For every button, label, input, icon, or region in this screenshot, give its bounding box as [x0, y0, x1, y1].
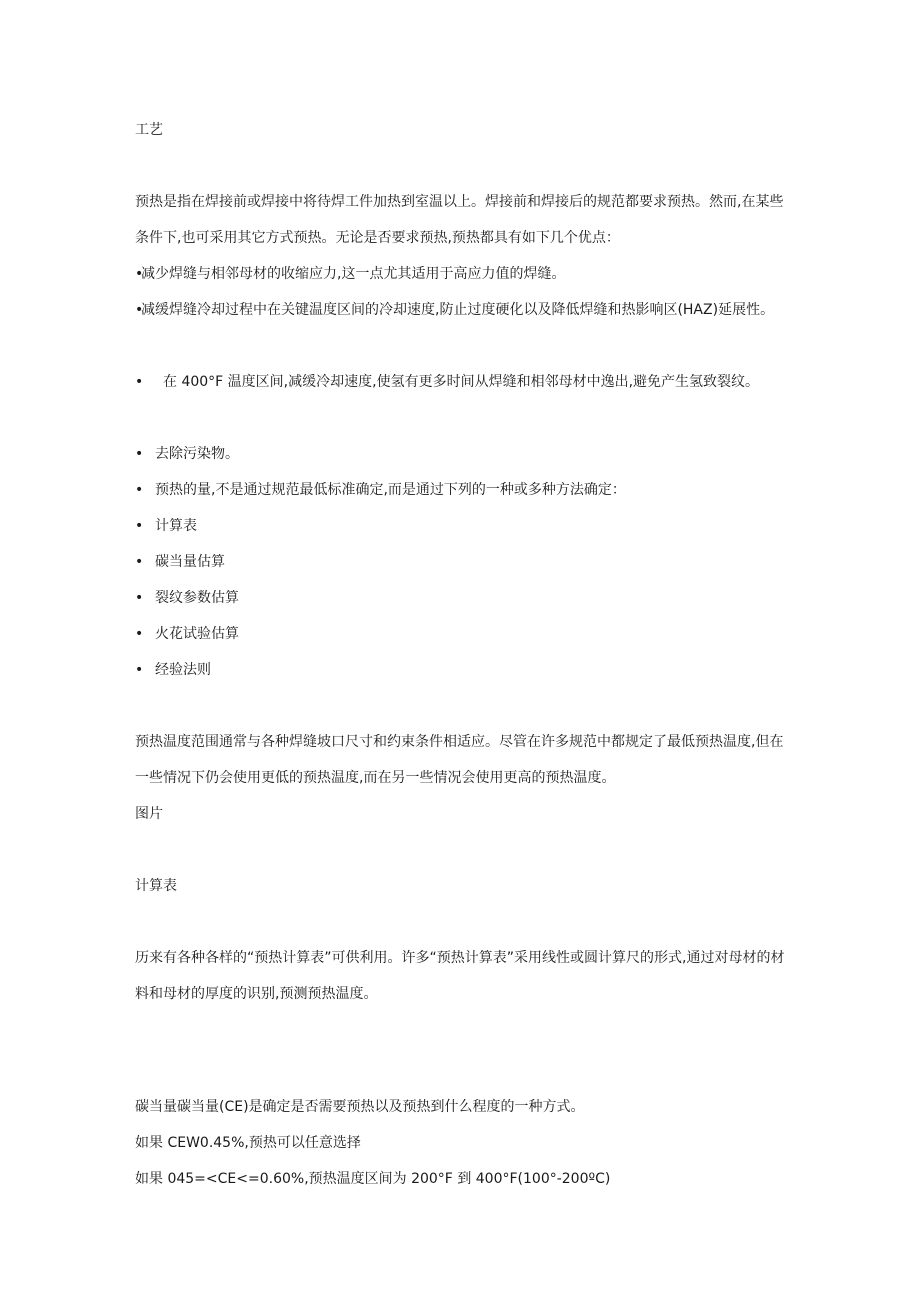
list-item: [135, 616, 795, 652]
calc-heading: 计算表: [135, 878, 177, 894]
bullet-marker: •: [135, 266, 144, 282]
section-heading: 工艺: [135, 122, 163, 138]
list-item-text: 预热的量,不是通过规范最低标准确定,而是通过下列的一种或多种方法确定：: [155, 482, 626, 498]
list-item: [135, 364, 795, 400]
list-item: [135, 256, 795, 292]
list-item-text: 在 400°F 温度区间,减缓冷却速度,使氢有更多时间从焊缝和相邻母材中逸出,避免产生氢致裂纹。: [163, 374, 760, 390]
list-item-text: 去除污染物。: [155, 446, 239, 462]
list-item-text: 裂纹参数估算: [155, 590, 239, 606]
calc-paragraph: 历来有各种各样的“预热计算表”可供利用。许多“预热计算表”采用线性或圆计算尺的形式,通过对母材的材料和母材的厚度的识别,预测预热温度。: [135, 950, 785, 1002]
list-item-text: 减缓焊缝冷却过程中在关键温度区间的冷却速度,防止过度硬化以及降低焊缝和热影响区(HAZ)延展性。: [141, 302, 775, 318]
range-paragraph: 预热温度范围通常与各种焊缝坡口尺寸和约束条件相适应。尽管在许多规范中都规定了最低预热温度,但在一些情况下仍会使用更低的预热温度,而在另一些情况会使用更高的预热温度。: [135, 734, 784, 786]
list-item-text: 碳当量估算: [155, 554, 225, 570]
bullet-marker: •: [135, 302, 144, 318]
list-item-text: 计算表: [155, 518, 197, 534]
bullet-marker: •: [135, 554, 144, 570]
intro-paragraph: 预热是指在焊接前或焊接中将待焊工件加热到室温以上。焊接前和焊接后的规范都要求预热。然而,在某些条件下,也可采用其它方式预热。无论是否要求预热,预热都具有如下几个优点：: [135, 194, 784, 246]
bullet-marker: •: [135, 626, 144, 642]
list-item-text: 火花试验估算: [155, 626, 239, 642]
list-item: [135, 472, 795, 508]
ce-rule-line: 如果 CEW0.45%,预热可以任意选择: [135, 1135, 361, 1151]
list-item-text: 经验法则: [155, 662, 211, 678]
list-item: [135, 580, 795, 616]
ce-rule-line: 如果 045=<CE<=0.60%,预热温度区间为 200°F 到 400°F(100°-200ºC): [135, 1171, 611, 1187]
bullet-marker: •: [135, 482, 144, 498]
list-item: [135, 508, 795, 544]
figure-label: 图片: [135, 806, 163, 822]
list-item-text: 减少焊缝与相邻母材的收缩应力,这一点尤其适用于高应力值的焊缝。: [141, 266, 566, 282]
list-item: [135, 436, 795, 472]
list-item: [135, 544, 795, 580]
list-item: [135, 292, 795, 328]
bullet-marker: •: [135, 374, 144, 390]
bullet-marker: •: [135, 518, 144, 534]
list-item: [135, 652, 795, 688]
bullet-marker: •: [135, 590, 144, 606]
ce-paragraph: 碳当量碳当量(CE)是确定是否需要预热以及预热到什么程度的一种方式。: [135, 1099, 585, 1115]
bullet-marker: •: [135, 446, 144, 462]
bullet-marker: •: [135, 662, 144, 678]
